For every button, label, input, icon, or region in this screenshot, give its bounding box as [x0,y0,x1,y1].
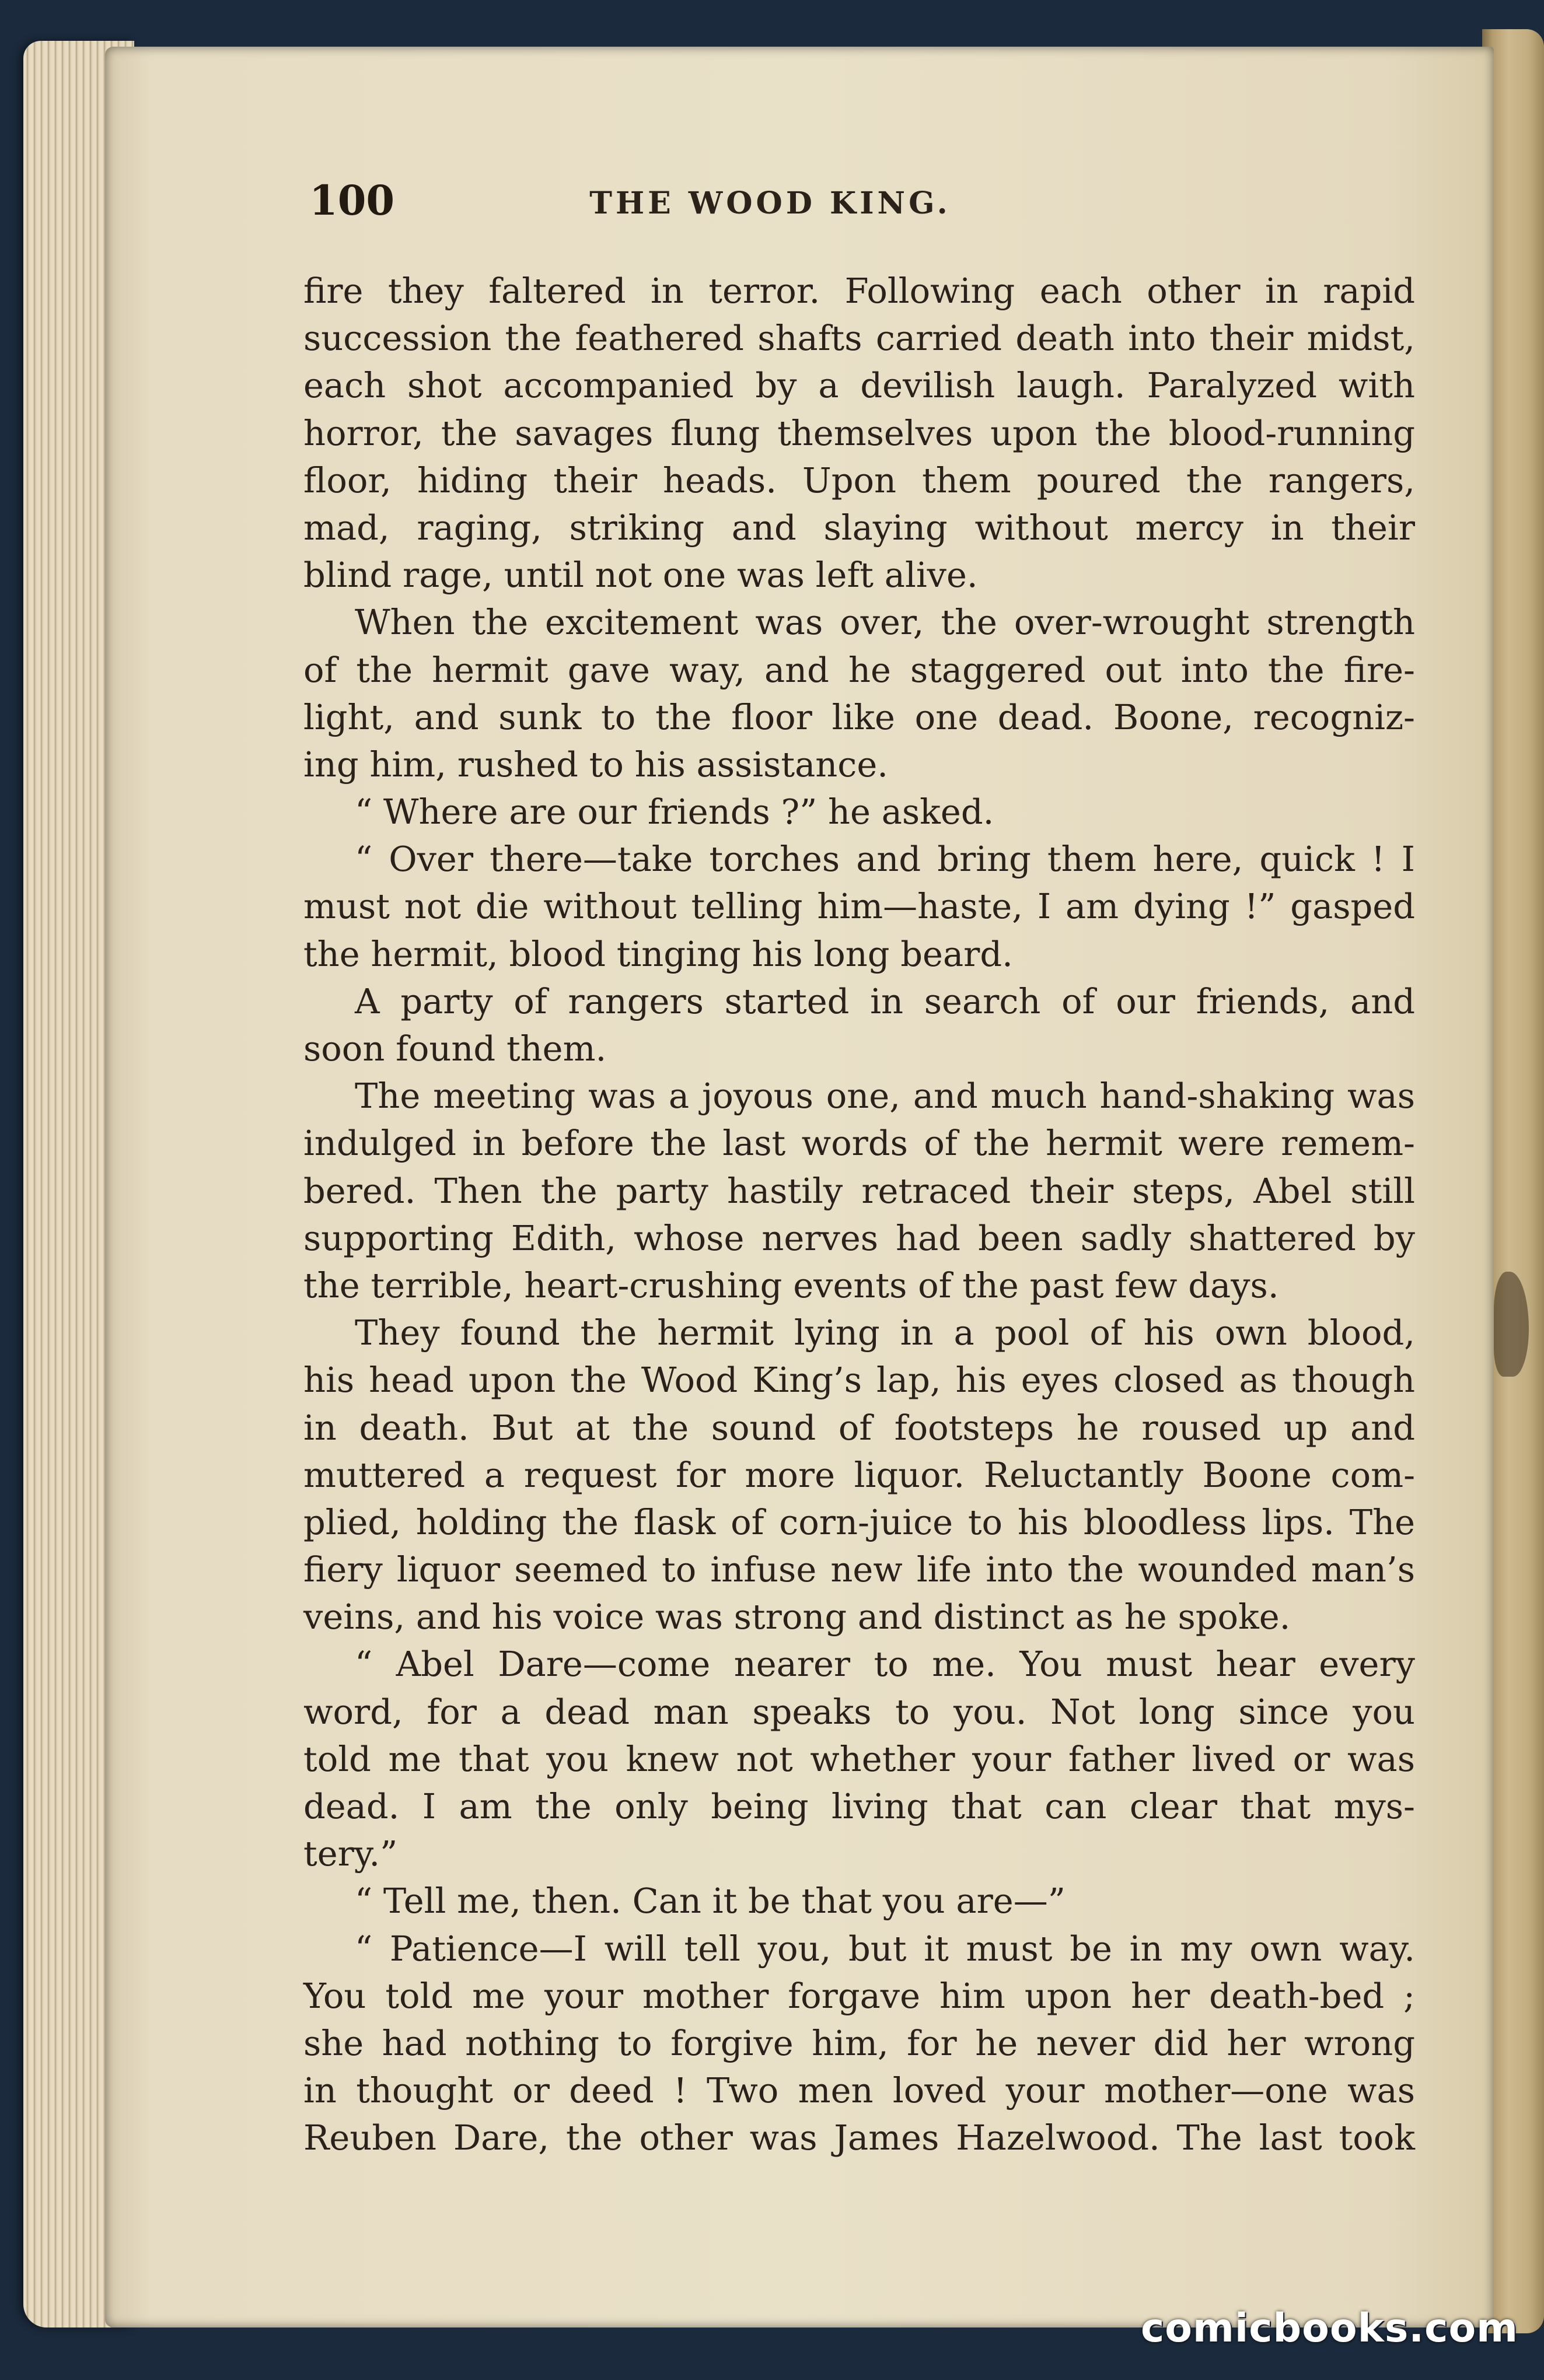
running-title: THE WOOD KING. [589,186,951,221]
text-line: muttered a request for more liquor. Reluctantly Boone com- [303,1454,1415,1495]
text-line: “ Where are our friends ?” he asked. [355,792,994,832]
watermark: comicbooks.com [1141,2305,1519,2351]
text-line: veins, and his voice was strong and distinct as he spoke. [303,1597,1291,1637]
text-line: “ Abel Dare—come nearer to me. You must hear every [355,1644,1415,1685]
text-line: plied, holding the flask of corn-juice to his bloodless lips. The [303,1502,1415,1542]
text-line: succession the feathered shafts carried death into their midst, [303,318,1415,359]
text-line: word, for a dead man speaks to you. Not long since you [303,1691,1415,1732]
text-line: soon found them. [303,1028,607,1069]
text-line: supporting Edith, whose nerves had been sadly shattered by [303,1217,1415,1258]
text-line: ing him, rushed to his assistance. [303,744,888,785]
text-line: must not die without telling him—haste, I am dying !” gasped [303,886,1415,927]
text-line: his head upon the Wood King’s lap, his eyes closed as though [303,1360,1415,1401]
text-line: The meeting was a joyous one, and much hand-shaking was [355,1076,1415,1116]
text-line: When the excitement was over, the over-wrought strength [355,602,1415,643]
text-line: in death. But at the sound of footsteps he roused up and [303,1407,1415,1448]
text-line: floor, hiding their heads. Upon them poured the rangers, [303,460,1415,501]
body-text [303,267,1415,2162]
text-line: of the hermit gave way, and he staggered out into the fire- [303,649,1415,690]
text-line: the hermit, blood tinging his long beard. [303,933,1013,974]
text-line: she had nothing to forgive him, for he never did her wrong [303,2022,1415,2063]
text-line: “ Over there—take torches and bring them here, quick ! I [355,839,1415,880]
text-line: in thought or deed ! Two men loved your mother—one was [303,2070,1415,2111]
page-number: 100 [309,176,395,225]
text-line: “ Patience—I will tell you, but it must be in my own way. [355,1928,1415,1969]
text-line: “ Tell me, then. Can it be that you are—” [355,1881,1066,1922]
text-line: indulged in before the last words of the hermit were remem- [303,1123,1415,1164]
text-line: light, and sunk to the floor like one dead. Boone, recogniz- [303,696,1415,737]
text-line: each shot accompanied by a devilish laugh. Paralyzed with [303,365,1415,406]
text-line: Reuben Dare, the other was James Hazelwood. The last took [303,2118,1415,2158]
text-line: bered. Then the party hastily retraced their steps, Abel still [303,1170,1415,1211]
text-line: dead. I am the only being living that can clear that mys- [303,1786,1415,1826]
text-line: blind rage, until not one was left alive. [303,555,978,596]
text-line: mad, raging, striking and slaying without mercy in their [303,507,1415,548]
text-line: the terrible, heart-crushing events of the past few days. [303,1265,1279,1306]
text-line: You told me your mother forgave him upon her death-bed ; [303,1975,1415,2016]
text-line: horror, the savages flung themselves upon the blood-running [303,412,1415,453]
text-line: They found the hermit lying in a pool of his own blood, [355,1312,1415,1353]
text-line: told me that you knew not whether your father lived or was [303,1738,1415,1779]
text-line: tery.” [303,1833,398,1874]
text-line: fiery liquor seemed to infuse new life into the wounded man’s [303,1549,1415,1590]
text-line: fire they faltered in terror. Following each other in rapid [303,271,1415,311]
text-line: A party of rangers started in search of our friends, and [355,981,1415,1021]
